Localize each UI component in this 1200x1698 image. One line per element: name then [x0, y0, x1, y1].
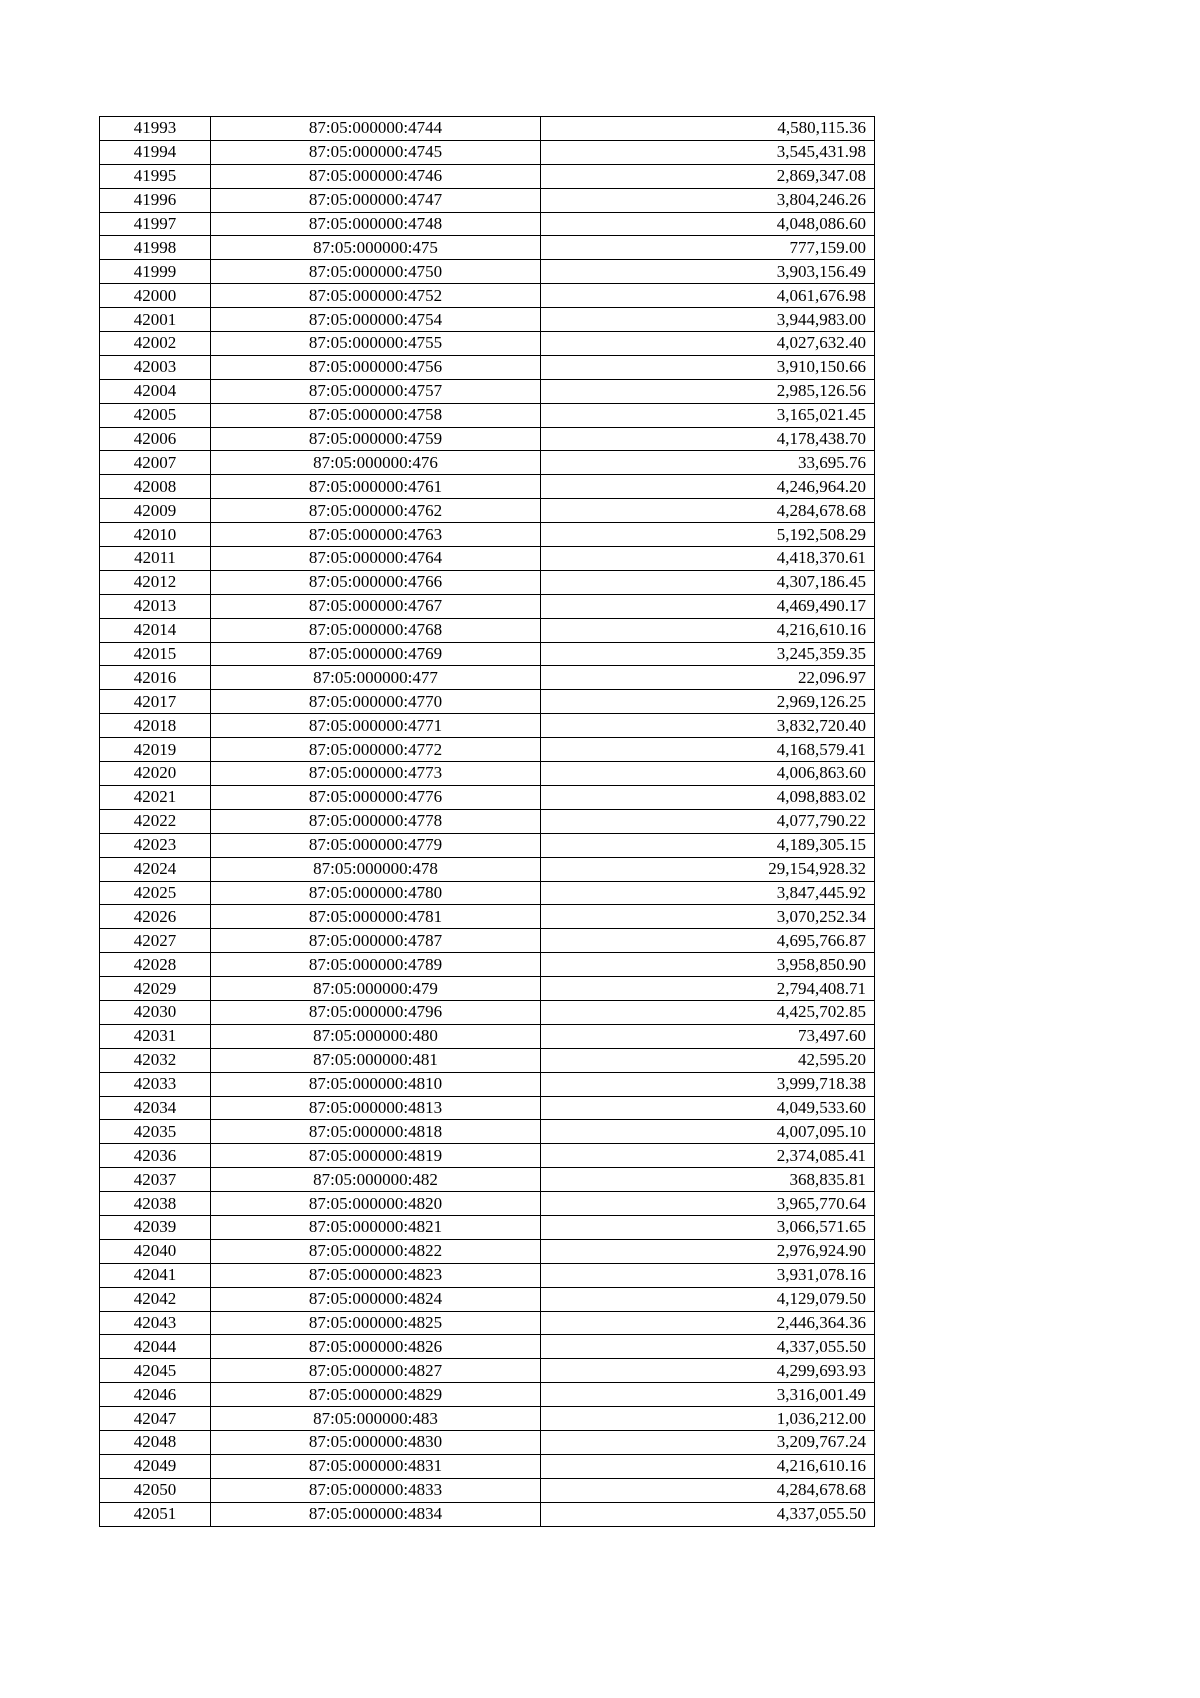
cadastral-value-cell: 3,931,078.16 [541, 1263, 875, 1287]
cadastral-value-cell: 2,985,126.56 [541, 379, 875, 403]
row-number-cell: 42043 [100, 1311, 211, 1335]
cadastral-number-cell: 87:05:000000:4827 [211, 1359, 541, 1383]
cadastral-value-cell: 22,096.97 [541, 666, 875, 690]
row-number-cell: 42039 [100, 1215, 211, 1239]
cadastral-value-cell: 3,545,431.98 [541, 140, 875, 164]
cadastral-value-cell: 73,497.60 [541, 1024, 875, 1048]
table-row [100, 475, 875, 499]
cadastral-number-cell: 87:05:000000:4762 [211, 499, 541, 523]
cadastral-value-cell: 2,869,347.08 [541, 164, 875, 188]
row-number-cell: 42021 [100, 785, 211, 809]
cadastral-number-cell: 87:05:000000:4810 [211, 1072, 541, 1096]
table-row [100, 1072, 875, 1096]
cadastral-number-cell: 87:05:000000:4833 [211, 1478, 541, 1502]
table-row [100, 308, 875, 332]
table-row [100, 1192, 875, 1216]
cadastral-value-cell: 1,036,212.00 [541, 1407, 875, 1431]
cadastral-number-cell: 87:05:000000:4822 [211, 1239, 541, 1263]
row-number-cell: 42010 [100, 523, 211, 547]
cadastral-number-cell: 87:05:000000:477 [211, 666, 541, 690]
table-row [100, 1048, 875, 1072]
table-row [100, 762, 875, 786]
cadastral-value-cell: 4,098,883.02 [541, 785, 875, 809]
row-number-cell: 42005 [100, 403, 211, 427]
cadastral-value-cell: 2,976,924.90 [541, 1239, 875, 1263]
cadastral-number-cell: 87:05:000000:4829 [211, 1383, 541, 1407]
cadastral-number-cell: 87:05:000000:4826 [211, 1335, 541, 1359]
cadastral-number-cell: 87:05:000000:483 [211, 1407, 541, 1431]
cadastral-value-table [99, 116, 875, 1527]
table-row [100, 547, 875, 571]
table-row [100, 1287, 875, 1311]
cadastral-number-cell: 87:05:000000:4780 [211, 881, 541, 905]
table-row [100, 403, 875, 427]
cadastral-value-cell: 4,048,086.60 [541, 212, 875, 236]
row-number-cell: 42001 [100, 308, 211, 332]
row-number-cell: 42030 [100, 1000, 211, 1024]
cadastral-value-cell: 4,425,702.85 [541, 1000, 875, 1024]
table-row [100, 905, 875, 929]
table-row [100, 881, 875, 905]
row-number-cell: 42046 [100, 1383, 211, 1407]
table-row [100, 355, 875, 379]
row-number-cell: 42004 [100, 379, 211, 403]
table-row [100, 1359, 875, 1383]
cadastral-number-cell: 87:05:000000:4758 [211, 403, 541, 427]
table-row [100, 785, 875, 809]
cadastral-value-cell: 2,969,126.25 [541, 690, 875, 714]
cadastral-value-cell: 4,077,790.22 [541, 809, 875, 833]
cadastral-value-cell: 4,246,964.20 [541, 475, 875, 499]
table-row [100, 1335, 875, 1359]
table-row [100, 1168, 875, 1192]
row-number-cell: 42006 [100, 427, 211, 451]
row-number-cell: 42036 [100, 1144, 211, 1168]
cadastral-number-cell: 87:05:000000:4813 [211, 1096, 541, 1120]
row-number-cell: 42047 [100, 1407, 211, 1431]
table-row [100, 929, 875, 953]
table-row [100, 1096, 875, 1120]
cadastral-value-cell: 4,337,055.50 [541, 1502, 875, 1526]
row-number-cell: 42035 [100, 1120, 211, 1144]
row-number-cell: 42045 [100, 1359, 211, 1383]
table-row [100, 1454, 875, 1478]
row-number-cell: 42026 [100, 905, 211, 929]
table-row [100, 284, 875, 308]
row-number-cell: 42007 [100, 451, 211, 475]
row-number-cell: 42023 [100, 833, 211, 857]
cadastral-value-cell: 3,245,359.35 [541, 642, 875, 666]
table-row [100, 833, 875, 857]
table-row [100, 451, 875, 475]
row-number-cell: 42027 [100, 929, 211, 953]
row-number-cell: 41998 [100, 236, 211, 260]
cadastral-number-cell: 87:05:000000:4772 [211, 738, 541, 762]
table-row [100, 164, 875, 188]
table-row [100, 236, 875, 260]
row-number-cell: 41996 [100, 188, 211, 212]
table-row [100, 332, 875, 356]
row-number-cell: 42038 [100, 1192, 211, 1216]
cadastral-number-cell: 87:05:000000:4781 [211, 905, 541, 929]
row-number-cell: 41993 [100, 117, 211, 141]
cadastral-value-cell: 4,007,095.10 [541, 1120, 875, 1144]
cadastral-value-cell: 4,695,766.87 [541, 929, 875, 953]
cadastral-number-cell: 87:05:000000:479 [211, 977, 541, 1001]
table-row [100, 618, 875, 642]
cadastral-value-cell: 4,337,055.50 [541, 1335, 875, 1359]
table-row [100, 594, 875, 618]
row-number-cell: 42051 [100, 1502, 211, 1526]
table-row [100, 212, 875, 236]
cadastral-number-cell: 87:05:000000:4770 [211, 690, 541, 714]
cadastral-number-cell: 87:05:000000:4764 [211, 547, 541, 571]
cadastral-number-cell: 87:05:000000:4766 [211, 570, 541, 594]
cadastral-number-cell: 87:05:000000:4752 [211, 284, 541, 308]
row-number-cell: 42011 [100, 547, 211, 571]
row-number-cell: 42050 [100, 1478, 211, 1502]
cadastral-number-cell: 87:05:000000:476 [211, 451, 541, 475]
cadastral-number-cell: 87:05:000000:4819 [211, 1144, 541, 1168]
cadastral-number-cell: 87:05:000000:4821 [211, 1215, 541, 1239]
row-number-cell: 42025 [100, 881, 211, 905]
row-number-cell: 42003 [100, 355, 211, 379]
row-number-cell: 42034 [100, 1096, 211, 1120]
table-row [100, 1120, 875, 1144]
cadastral-number-cell: 87:05:000000:4756 [211, 355, 541, 379]
cadastral-value-cell: 3,903,156.49 [541, 260, 875, 284]
cadastral-number-cell: 87:05:000000:4830 [211, 1430, 541, 1454]
cadastral-number-cell: 87:05:000000:4761 [211, 475, 541, 499]
row-number-cell: 42031 [100, 1024, 211, 1048]
cadastral-number-cell: 87:05:000000:4769 [211, 642, 541, 666]
row-number-cell: 42009 [100, 499, 211, 523]
row-number-cell: 41999 [100, 260, 211, 284]
cadastral-number-cell: 87:05:000000:4796 [211, 1000, 541, 1024]
cadastral-number-cell: 87:05:000000:4824 [211, 1287, 541, 1311]
cadastral-value-cell: 4,027,632.40 [541, 332, 875, 356]
table-row [100, 523, 875, 547]
cadastral-number-cell: 87:05:000000:4745 [211, 140, 541, 164]
table-row [100, 857, 875, 881]
table-row [100, 1024, 875, 1048]
cadastral-value-cell: 4,418,370.61 [541, 547, 875, 571]
row-number-cell: 42012 [100, 570, 211, 594]
cadastral-number-cell: 87:05:000000:4831 [211, 1454, 541, 1478]
row-number-cell: 42022 [100, 809, 211, 833]
cadastral-number-cell: 87:05:000000:4823 [211, 1263, 541, 1287]
row-number-cell: 42014 [100, 618, 211, 642]
cadastral-number-cell: 87:05:000000:4748 [211, 212, 541, 236]
cadastral-number-cell: 87:05:000000:480 [211, 1024, 541, 1048]
cadastral-value-cell: 3,209,767.24 [541, 1430, 875, 1454]
table-row [100, 1430, 875, 1454]
row-number-cell: 42044 [100, 1335, 211, 1359]
table-row [100, 1407, 875, 1431]
row-number-cell: 42049 [100, 1454, 211, 1478]
table-row [100, 140, 875, 164]
cadastral-value-cell: 3,910,150.66 [541, 355, 875, 379]
table-row [100, 690, 875, 714]
row-number-cell: 42040 [100, 1239, 211, 1263]
row-number-cell: 42041 [100, 1263, 211, 1287]
row-number-cell: 42013 [100, 594, 211, 618]
cadastral-number-cell: 87:05:000000:4818 [211, 1120, 541, 1144]
cadastral-number-cell: 87:05:000000:4767 [211, 594, 541, 618]
row-number-cell: 42048 [100, 1430, 211, 1454]
cadastral-value-cell: 3,965,770.64 [541, 1192, 875, 1216]
cadastral-value-cell: 2,374,085.41 [541, 1144, 875, 1168]
row-number-cell: 42019 [100, 738, 211, 762]
row-number-cell: 42020 [100, 762, 211, 786]
cadastral-number-cell: 87:05:000000:4776 [211, 785, 541, 809]
cadastral-number-cell: 87:05:000000:4779 [211, 833, 541, 857]
row-number-cell: 42002 [100, 332, 211, 356]
row-number-cell: 42033 [100, 1072, 211, 1096]
cadastral-number-cell: 87:05:000000:4744 [211, 117, 541, 141]
table-row [100, 260, 875, 284]
cadastral-value-cell: 3,832,720.40 [541, 714, 875, 738]
row-number-cell: 41997 [100, 212, 211, 236]
cadastral-number-cell: 87:05:000000:4773 [211, 762, 541, 786]
cadastral-value-cell: 42,595.20 [541, 1048, 875, 1072]
table-row [100, 1383, 875, 1407]
cadastral-value-cell: 4,168,579.41 [541, 738, 875, 762]
cadastral-value-cell: 2,794,408.71 [541, 977, 875, 1001]
row-number-cell: 41994 [100, 140, 211, 164]
cadastral-number-cell: 87:05:000000:4789 [211, 953, 541, 977]
cadastral-value-cell: 3,958,850.90 [541, 953, 875, 977]
table-row [100, 570, 875, 594]
table-row [100, 1311, 875, 1335]
row-number-cell: 42024 [100, 857, 211, 881]
cadastral-value-cell: 4,580,115.36 [541, 117, 875, 141]
cadastral-value-cell: 3,847,445.92 [541, 881, 875, 905]
cadastral-value-cell: 3,804,246.26 [541, 188, 875, 212]
table-row [100, 738, 875, 762]
table-row [100, 1239, 875, 1263]
cadastral-value-cell: 5,192,508.29 [541, 523, 875, 547]
row-number-cell: 42016 [100, 666, 211, 690]
cadastral-value-cell: 33,695.76 [541, 451, 875, 475]
table-row [100, 427, 875, 451]
cadastral-number-cell: 87:05:000000:4759 [211, 427, 541, 451]
table-row [100, 1215, 875, 1239]
cadastral-value-cell: 4,049,533.60 [541, 1096, 875, 1120]
row-number-cell: 42017 [100, 690, 211, 714]
row-number-cell: 42029 [100, 977, 211, 1001]
cadastral-value-cell: 29,154,928.32 [541, 857, 875, 881]
table-row [100, 642, 875, 666]
row-number-cell: 42008 [100, 475, 211, 499]
cadastral-number-cell: 87:05:000000:4755 [211, 332, 541, 356]
cadastral-value-cell: 777,159.00 [541, 236, 875, 260]
cadastral-value-cell: 4,216,610.16 [541, 1454, 875, 1478]
cadastral-value-cell: 3,316,001.49 [541, 1383, 875, 1407]
table-row [100, 1144, 875, 1168]
cadastral-number-cell: 87:05:000000:4750 [211, 260, 541, 284]
cadastral-number-cell: 87:05:000000:4834 [211, 1502, 541, 1526]
cadastral-value-cell: 2,446,364.36 [541, 1311, 875, 1335]
cadastral-value-cell: 4,284,678.68 [541, 499, 875, 523]
table-row [100, 977, 875, 1001]
row-number-cell: 42042 [100, 1287, 211, 1311]
cadastral-value-cell: 4,006,863.60 [541, 762, 875, 786]
cadastral-value-cell: 3,070,252.34 [541, 905, 875, 929]
cadastral-number-cell: 87:05:000000:4820 [211, 1192, 541, 1216]
cadastral-number-cell: 87:05:000000:4787 [211, 929, 541, 953]
table-row [100, 714, 875, 738]
cadastral-number-cell: 87:05:000000:4747 [211, 188, 541, 212]
cadastral-number-cell: 87:05:000000:4754 [211, 308, 541, 332]
cadastral-number-cell: 87:05:000000:4768 [211, 618, 541, 642]
cadastral-value-cell: 368,835.81 [541, 1168, 875, 1192]
table-row [100, 1000, 875, 1024]
row-number-cell: 41995 [100, 164, 211, 188]
cadastral-value-cell: 4,284,678.68 [541, 1478, 875, 1502]
row-number-cell: 42037 [100, 1168, 211, 1192]
cadastral-number-cell: 87:05:000000:478 [211, 857, 541, 881]
table-row [100, 117, 875, 141]
table-row [100, 379, 875, 403]
cadastral-value-cell: 3,999,718.38 [541, 1072, 875, 1096]
cadastral-value-cell: 4,307,186.45 [541, 570, 875, 594]
table-row [100, 1502, 875, 1526]
cadastral-number-cell: 87:05:000000:4757 [211, 379, 541, 403]
cadastral-value-cell: 4,299,693.93 [541, 1359, 875, 1383]
cadastral-value-cell: 3,066,571.65 [541, 1215, 875, 1239]
cadastral-number-cell: 87:05:000000:4763 [211, 523, 541, 547]
table-row [100, 1478, 875, 1502]
cadastral-value-cell: 4,129,079.50 [541, 1287, 875, 1311]
table-row [100, 809, 875, 833]
cadastral-value-cell: 4,189,305.15 [541, 833, 875, 857]
table-row [100, 953, 875, 977]
cadastral-value-cell: 3,165,021.45 [541, 403, 875, 427]
table-body [100, 117, 875, 1527]
row-number-cell: 42000 [100, 284, 211, 308]
row-number-cell: 42018 [100, 714, 211, 738]
table-row [100, 1263, 875, 1287]
row-number-cell: 42015 [100, 642, 211, 666]
cadastral-value-cell: 4,061,676.98 [541, 284, 875, 308]
row-number-cell: 42028 [100, 953, 211, 977]
table-row [100, 188, 875, 212]
cadastral-value-cell: 4,216,610.16 [541, 618, 875, 642]
cadastral-number-cell: 87:05:000000:4771 [211, 714, 541, 738]
cadastral-number-cell: 87:05:000000:4825 [211, 1311, 541, 1335]
row-number-cell: 42032 [100, 1048, 211, 1072]
cadastral-value-cell: 3,944,983.00 [541, 308, 875, 332]
table-row [100, 499, 875, 523]
table-row [100, 666, 875, 690]
cadastral-number-cell: 87:05:000000:481 [211, 1048, 541, 1072]
cadastral-number-cell: 87:05:000000:475 [211, 236, 541, 260]
cadastral-number-cell: 87:05:000000:4746 [211, 164, 541, 188]
cadastral-value-cell: 4,469,490.17 [541, 594, 875, 618]
cadastral-number-cell: 87:05:000000:4778 [211, 809, 541, 833]
cadastral-number-cell: 87:05:000000:482 [211, 1168, 541, 1192]
cadastral-value-cell: 4,178,438.70 [541, 427, 875, 451]
